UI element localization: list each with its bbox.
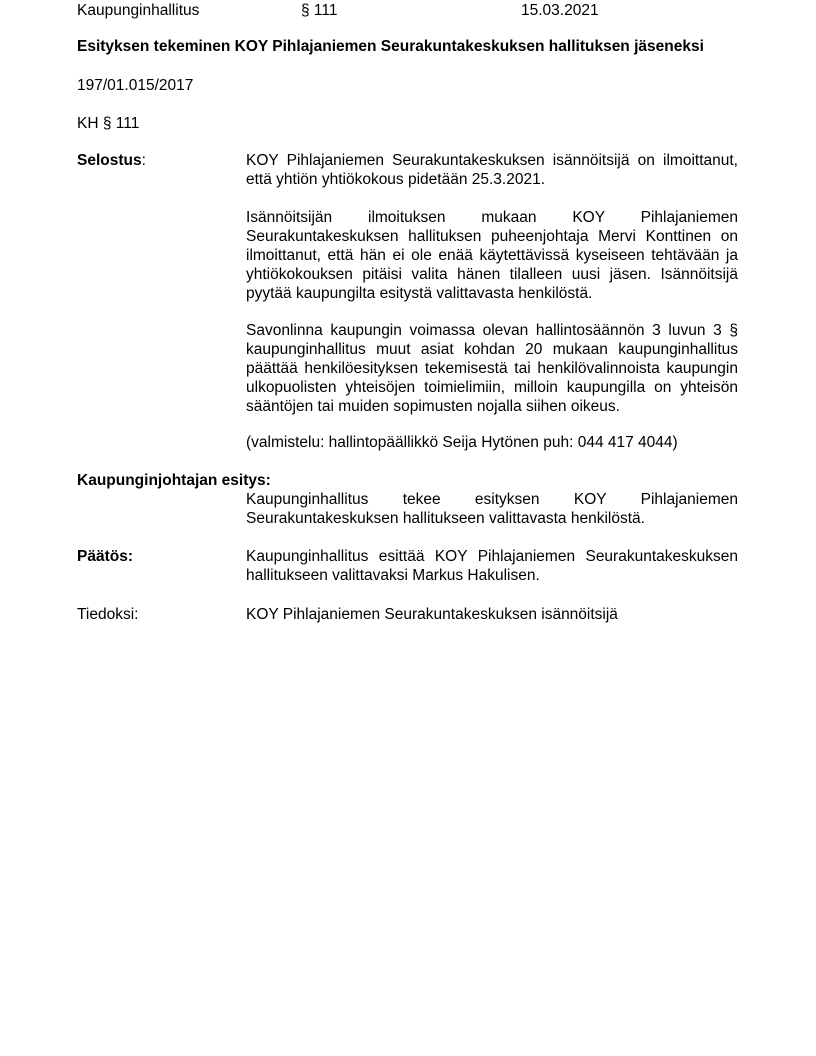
selostus-paragraph-2: Isännöitsijän ilmoituksen mukaan KOY Pihlajaniemen Seurakuntakeskuksen hallituksen puheenjohtaja Mervi Konttinen on ilmoittanut, että hän ei ole enää käytettävissä kyseiseen tehtävään ja yhtiökokouksen pitäisi valita hänen tilalleen uusi jäsen. Isännöitsijä pyytää kaupungilta esitystä valittavasta henkilöstä. — [246, 209, 738, 302]
selostus-label-text: Selostus — [77, 152, 142, 169]
document-title: Esityksen tekeminen KOY Pihlajaniemen Seurakuntakeskuksen hallituksen jäseneksi — [77, 38, 704, 55]
selostus-paragraph-4: (valmistelu: hallintopäällikkö Seija Hytönen puh: 044 417 4044) — [246, 434, 678, 451]
tiedoksi-label: Tiedoksi: — [77, 606, 139, 623]
tiedoksi-text: KOY Pihlajaniemen Seurakuntakeskuksen isännöitsijä — [246, 606, 618, 623]
selostus-paragraph-1: KOY Pihlajaniemen Seurakuntakeskuksen isännöitsijä on ilmoittanut, että yhtiön yhtiökokous pidetään 25.3.2021. — [246, 152, 738, 188]
paatos-label: Päätös: — [77, 548, 133, 565]
header-date: 15.03.2021 — [521, 2, 599, 19]
esitys-label: Kaupunginjohtajan esitys: — [77, 472, 271, 489]
paatos-text: Kaupunginhallitus esittää KOY Pihlajaniemen Seurakuntakeskuksen hallitukseen valittavaksi Markus Hakulisen. — [246, 548, 738, 584]
selostus-paragraph-3: Savonlinna kaupungin voimassa olevan hallintosäännön 3 luvun 3 § kaupunginhallitus muut asiat kohdan 20 mukaan kaupunginhallitus päättää henkilöesityksen tekemisestä tai henkilövalinnoista kaupungin ulkopuolisten yhteisöjen toimielimiin, milloin kaupungilla on yhteisön sääntöjen tai muiden sopimusten nojalla siihen oikeus. — [246, 322, 738, 415]
header-organ: Kaupunginhallitus — [77, 2, 200, 19]
kh-section: KH § 111 — [77, 115, 140, 132]
selostus-label — [77, 151, 146, 170]
header-section: § 111 — [301, 2, 338, 19]
selostus-label-colon: : — [141, 152, 146, 169]
reference-number: 197/01.015/2017 — [77, 77, 194, 94]
esitys-text: Kaupunginhallitus tekee esityksen KOY Pihlajaniemen Seurakuntakeskuksen hallitukseen valittavasta henkilöstä. — [246, 491, 738, 527]
